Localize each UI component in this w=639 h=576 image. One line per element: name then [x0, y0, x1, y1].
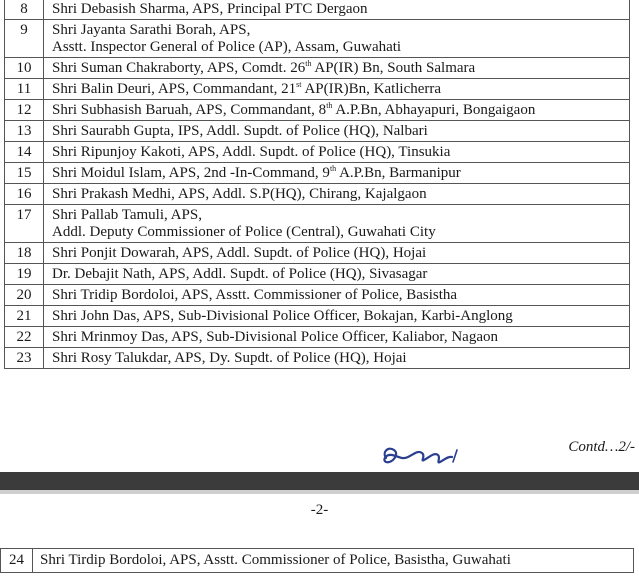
entry-line: Shri Ripunjoy Kakoti, APS, Addl. Supdt. of Police (HQ), Tinsukia — [52, 144, 451, 160]
officer-entry — [44, 0, 630, 20]
document-page-2 — [0, 494, 639, 576]
serial-number: 13 — [5, 121, 44, 142]
entry-line: Addl. Deputy Commissioner of Police (Central), Guwahati City — [52, 224, 436, 240]
table-row — [5, 100, 630, 121]
serial-number: 17 — [5, 205, 44, 243]
serial-number: 20 — [5, 285, 44, 306]
ordinal-suffix: th — [326, 101, 333, 110]
continuation-note: Contd…2/- — [568, 439, 635, 455]
officer-entry — [44, 184, 630, 205]
table-row — [5, 121, 630, 142]
entry-text: Shri Subhasish Baruah, APS, Commandant, 8 — [52, 102, 327, 118]
table-row — [5, 285, 630, 306]
entry-line: Asstt. Inspector General of Police (AP), Assam, Guwahati — [52, 39, 402, 55]
entry-line: Shri Tirdip Bordoloi, APS, Asstt. Commissioner of Police, Basistha, Guwahati — [40, 552, 511, 568]
serial-number: 9 — [5, 20, 44, 58]
officer-entry — [44, 205, 630, 243]
table-row — [5, 184, 630, 205]
officer-entry — [44, 264, 630, 285]
officer-entry — [44, 243, 630, 264]
entry-line: Shri Mrinmoy Das, APS, Sub-Divisional Police Officer, Kaliabor, Nagaon — [52, 329, 498, 345]
serial-number: 11 — [5, 79, 44, 100]
entry-line: Shri Ponjit Dowarah, APS, Addl. Supdt. of Police (HQ), Hojai — [52, 245, 427, 261]
entry-line: Shri Saurabh Gupta, IPS, Addl. Supdt. of Police (HQ), Nalbari — [52, 123, 428, 139]
officer-list-table-continued — [0, 548, 634, 573]
table-row — [5, 79, 630, 100]
serial-number: 12 — [5, 100, 44, 121]
officer-entry — [33, 549, 634, 573]
officer-entry — [44, 20, 630, 58]
officer-list-table — [4, 0, 630, 369]
entry-text: AP(IR) Bn, South Salmara — [311, 60, 476, 76]
entry-text: Shri Suman Chakraborty, APS, Comdt. 26 — [52, 60, 306, 76]
serial-number: 19 — [5, 264, 44, 285]
entry-text: Shri Balin Deuri, APS, Commandant, 21 — [52, 81, 297, 97]
officer-entry — [44, 79, 630, 100]
table-row — [5, 306, 630, 327]
table-row — [5, 264, 630, 285]
table-row — [5, 243, 630, 264]
serial-number: 16 — [5, 184, 44, 205]
entry-line: Shri Prakash Medhi, APS, Addl. S.P(HQ), Chirang, Kajalgaon — [52, 186, 427, 202]
entry-line: Shri Pallab Tamuli, APS, — [52, 207, 202, 223]
table-row — [5, 58, 630, 79]
serial-number: 18 — [5, 243, 44, 264]
entry-line: Shri Jayanta Sarathi Borah, APS, — [52, 22, 251, 38]
table-row — [5, 0, 630, 20]
entry-text: A.P.Bn, Abhayapuri, Bongaigaon — [332, 102, 536, 118]
officer-entry — [44, 100, 630, 121]
serial-number: 10 — [5, 58, 44, 79]
entry-text: AP(IR)Bn, Katlicherra — [301, 81, 442, 97]
entry-text: Shri Moidul Islam, APS, 2nd -In-Command, 9 — [52, 165, 330, 181]
ordinal-suffix: th — [329, 164, 337, 173]
serial-number: 21 — [5, 306, 44, 327]
serial-number: 14 — [5, 142, 44, 163]
signature-initials — [378, 438, 468, 472]
table-row — [5, 205, 630, 243]
table-row — [5, 163, 630, 184]
serial-number: 23 — [5, 348, 44, 369]
serial-number: 15 — [5, 163, 44, 184]
table-row — [5, 142, 630, 163]
officer-entry — [44, 163, 630, 184]
entry-text: A.P.Bn, Barmanipur — [336, 165, 461, 181]
officer-entry — [44, 58, 630, 79]
table-row — [5, 348, 630, 369]
table-row — [5, 327, 630, 348]
page-number: -2- — [310, 502, 329, 518]
serial-number: 8 — [5, 0, 44, 20]
entry-line: Shri Debasish Sharma, APS, Principal PTC Dergaon — [52, 1, 368, 17]
entry-line: Dr. Debajit Nath, APS, Addl. Supdt. of Police (HQ), Sivasagar — [52, 266, 428, 282]
officer-entry — [44, 306, 630, 327]
officer-entry — [44, 348, 630, 369]
officer-entry — [44, 285, 630, 306]
entry-line: Shri Rosy Talukdar, APS, Dy. Supdt. of Police (HQ), Hojai — [52, 350, 407, 366]
page-separator — [0, 472, 639, 490]
serial-number: 24 — [1, 549, 33, 573]
officer-entry — [44, 142, 630, 163]
ordinal-suffix: st — [296, 80, 302, 89]
officer-entry — [44, 121, 630, 142]
serial-number: 22 — [5, 327, 44, 348]
table-row — [5, 20, 630, 58]
entry-line: Shri Tridip Bordoloi, APS, Asstt. Commissioner of Police, Basistha — [52, 287, 458, 303]
table-row — [1, 549, 634, 573]
officer-entry — [44, 327, 630, 348]
entry-line: Shri John Das, APS, Sub-Divisional Police Officer, Bokajan, Karbi-Anglong — [52, 308, 513, 324]
ordinal-suffix: th — [305, 59, 312, 68]
